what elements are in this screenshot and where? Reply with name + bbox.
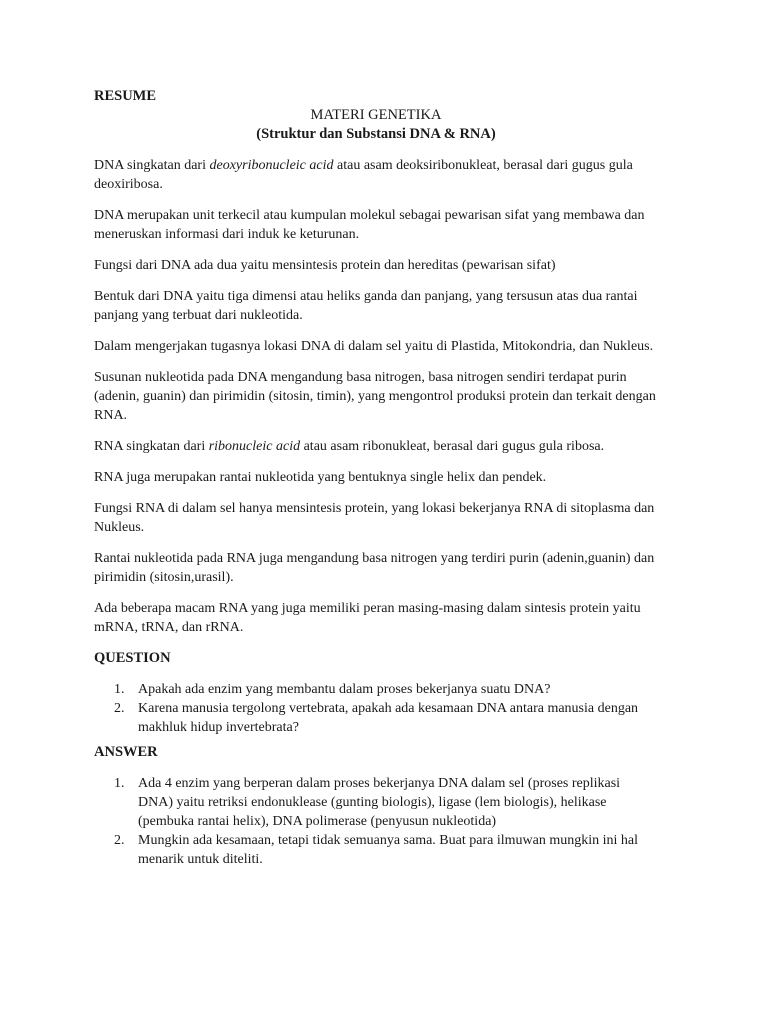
paragraph-rna-definition bbox=[94, 437, 658, 456]
paragraph-rna-nucleotide: Rantai nukleotida pada RNA juga mengandung basa nitrogen yang terdiri purin (adenin,guanin) dan pirimidin (sitosin,urasil). bbox=[94, 551, 655, 585]
document-subtitle: (Struktur dan Substansi DNA & RNA) bbox=[256, 126, 496, 142]
answer-list bbox=[94, 774, 658, 869]
paragraph-dna-unit: DNA merupakan unit terkecil atau kumpulan molekul sebagai pewarisan sifat yang membawa dan meneruskan informasi dari induk ke keturunan. bbox=[94, 208, 645, 242]
list-item-text: Karena manusia tergolong vertebrata, apakah ada kesamaan DNA antara manusia dengan makhluk hidup invertebrata? bbox=[138, 701, 639, 735]
answer-heading: ANSWER bbox=[94, 744, 158, 760]
paragraph-rna-function: Fungsi RNA di dalam sel hanya mensintesis protein, yang lokasi bekerjanya RNA di sitoplasma dan Nukleus. bbox=[94, 501, 655, 535]
italic-term: deoxyribonucleic acid bbox=[209, 158, 334, 173]
list-item bbox=[94, 699, 658, 737]
paragraph-text: atau asam deoksiribonukleat, berasal dari gugus gula deoxiribosa. bbox=[94, 158, 633, 192]
list-number: 1. bbox=[114, 776, 125, 791]
list-number: 1. bbox=[114, 682, 125, 697]
list-item bbox=[94, 680, 658, 699]
paragraph-dna-shape: Bentuk dari DNA yaitu tiga dimensi atau heliks ganda dan panjang, yang tersusun atas dua rantai panjang yang terbuat dari nukleotida. bbox=[94, 289, 638, 323]
list-number: 2. bbox=[114, 701, 125, 716]
paragraph-text: atau asam ribonukleat, berasal dari gugus gula ribosa. bbox=[300, 439, 605, 454]
list-item-text: Ada 4 enzim yang berperan dalam proses bekerjanya DNA dalam sel (proses replikasi DNA) yaitu retriksi endonuklease (gunting biologis), ligase (lem biologis), helikase (pembuka rantai helix), DNA polimerase (penyusun nukleotida) bbox=[138, 776, 621, 829]
paragraph-dna-location: Dalam mengerjakan tugasnya lokasi DNA di dalam sel yaitu di Plastida, Mitokondria, dan Nukleus. bbox=[94, 339, 654, 354]
document-title: MATERI GENETIKA bbox=[310, 107, 442, 123]
paragraph-rna-chain: RNA juga merupakan rantai nukleotida yang bentuknya single helix dan pendek. bbox=[94, 470, 547, 485]
list-number: 2. bbox=[114, 833, 125, 848]
list-item-text: Apakah ada enzim yang membantu dalam proses bekerjanya suatu DNA? bbox=[138, 682, 551, 697]
paragraph-dna-definition bbox=[94, 156, 658, 194]
paragraph-dna-function: Fungsi dari DNA ada dua yaitu mensintesis protein dan hereditas (pewarisan sifat) bbox=[94, 258, 556, 273]
paragraph-rna-types: Ada beberapa macam RNA yang juga memiliki peran masing-masing dalam sintesis protein yaitu mRNA, tRNA, dan rRNA. bbox=[94, 601, 641, 635]
paragraph-text: DNA singkatan dari bbox=[94, 158, 210, 173]
italic-term: ribonucleic acid bbox=[208, 439, 301, 454]
paragraph-text: RNA singkatan dari bbox=[94, 439, 209, 454]
question-heading: QUESTION bbox=[94, 650, 171, 666]
list-item bbox=[94, 774, 658, 831]
list-item-text: Mungkin ada kesamaan, tetapi tidak semuanya sama. Buat para ilmuwan mungkin ini hal menarik untuk diteliti. bbox=[138, 833, 638, 867]
list-item bbox=[94, 831, 658, 869]
question-list bbox=[94, 680, 658, 737]
resume-heading: RESUME bbox=[94, 88, 157, 104]
paragraph-dna-nucleotide: Susunan nukleotida pada DNA mengandung basa nitrogen, basa nitrogen sendiri terdapat purin (adenin, guanin) dan pirimidin (sitosin, timin), yang mengontrol produksi protein dan terkait dengan RNA. bbox=[94, 370, 656, 423]
